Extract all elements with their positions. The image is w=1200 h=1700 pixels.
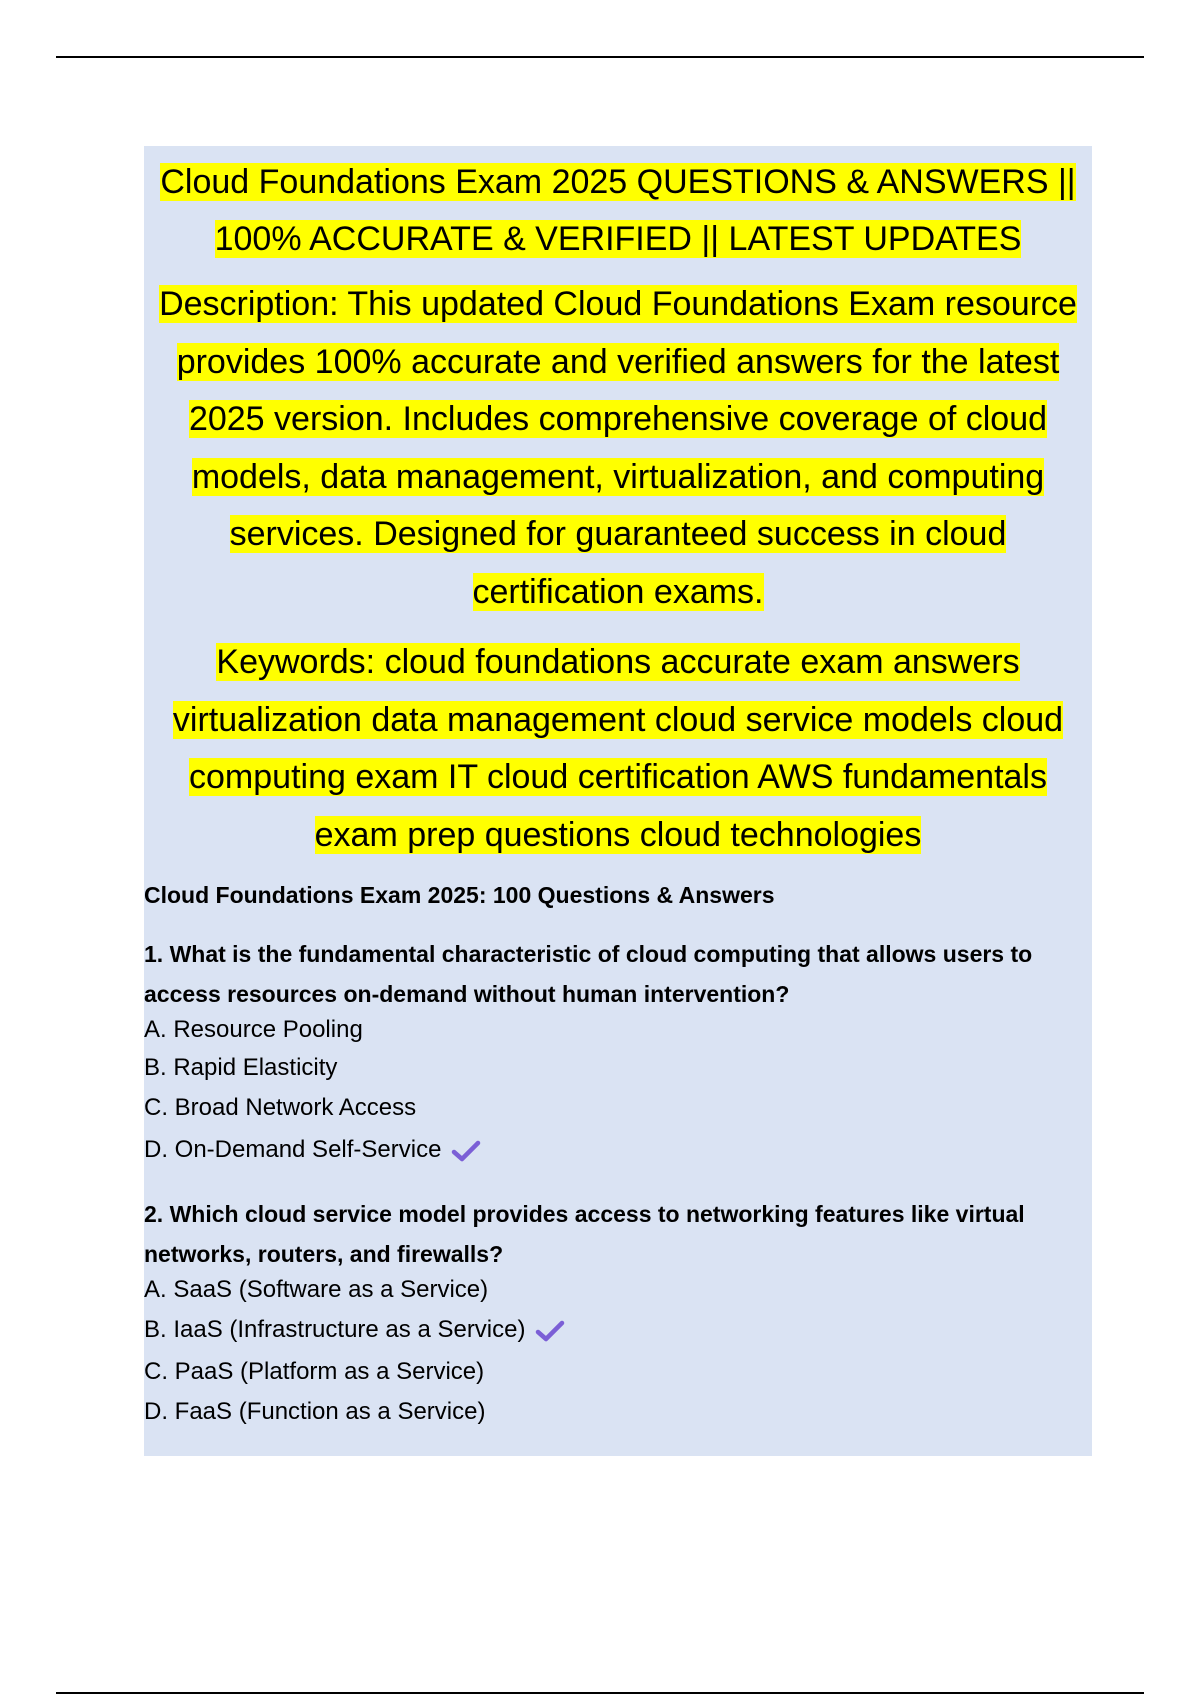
- bottom-divider: [56, 1692, 1144, 1694]
- option-label: B. IaaS (Infrastructure as a Service): [144, 1316, 526, 1343]
- question-1-option-d: [144, 1134, 481, 1166]
- option-label: C. Broad Network Access: [144, 1094, 417, 1121]
- top-divider: [56, 56, 1144, 58]
- question-1-text: 1. What is the fundamental characteristic of cloud computing that allows users to access resources on-demand without human intervention?: [144, 941, 1033, 1007]
- keywords-text: Keywords: cloud foundations accurate exam answers virtualization data management cloud service models cloud computing exam IT cloud certification AWS fundamentals exam prep questions cloud technologies: [172, 643, 1064, 854]
- option-label: A. SaaS (Software as a Service): [144, 1276, 489, 1303]
- document-title: [144, 154, 1092, 268]
- question-2-option-a: [144, 1274, 488, 1306]
- checkmark-icon: [451, 1139, 481, 1163]
- checkmark-icon: [535, 1319, 565, 1343]
- question-1-option-b: [144, 1052, 337, 1084]
- question-1-option-c: [144, 1092, 416, 1124]
- option-label: A. Resource Pooling: [144, 1016, 363, 1043]
- question-2-option-c: [144, 1356, 484, 1388]
- section-subtitle: Cloud Foundations Exam 2025: 100 Questions & Answers: [144, 882, 775, 908]
- description-text: Description: This updated Cloud Foundations Exam resource provides 100% accurate and verified answers for the latest 2025 version. Includes comprehensive coverage of cloud models, data management, virtualization, and computing services. Designed for guaranteed success in cloud certification exams.: [159, 285, 1077, 611]
- option-label: B. Rapid Elasticity: [144, 1054, 338, 1081]
- question-2-option-d: [144, 1396, 485, 1428]
- question-1-option-a: [144, 1014, 363, 1046]
- document-content: [144, 146, 1092, 1456]
- document-keywords: [144, 634, 1092, 864]
- option-label: D. FaaS (Function as a Service): [144, 1398, 486, 1425]
- title-text: Cloud Foundations Exam 2025 QUESTIONS & ANSWERS || 100% ACCURATE & VERIFIED || LATEST UPDATES: [160, 163, 1076, 258]
- document-description: [144, 276, 1092, 621]
- question-2-text: 2. Which cloud service model provides access to networking features like virtual networks, routers, and firewalls?: [144, 1201, 1025, 1267]
- option-label: D. On-Demand Self-Service: [144, 1136, 442, 1163]
- option-label: C. PaaS (Platform as a Service): [144, 1358, 485, 1385]
- question-2-option-b: [144, 1314, 565, 1346]
